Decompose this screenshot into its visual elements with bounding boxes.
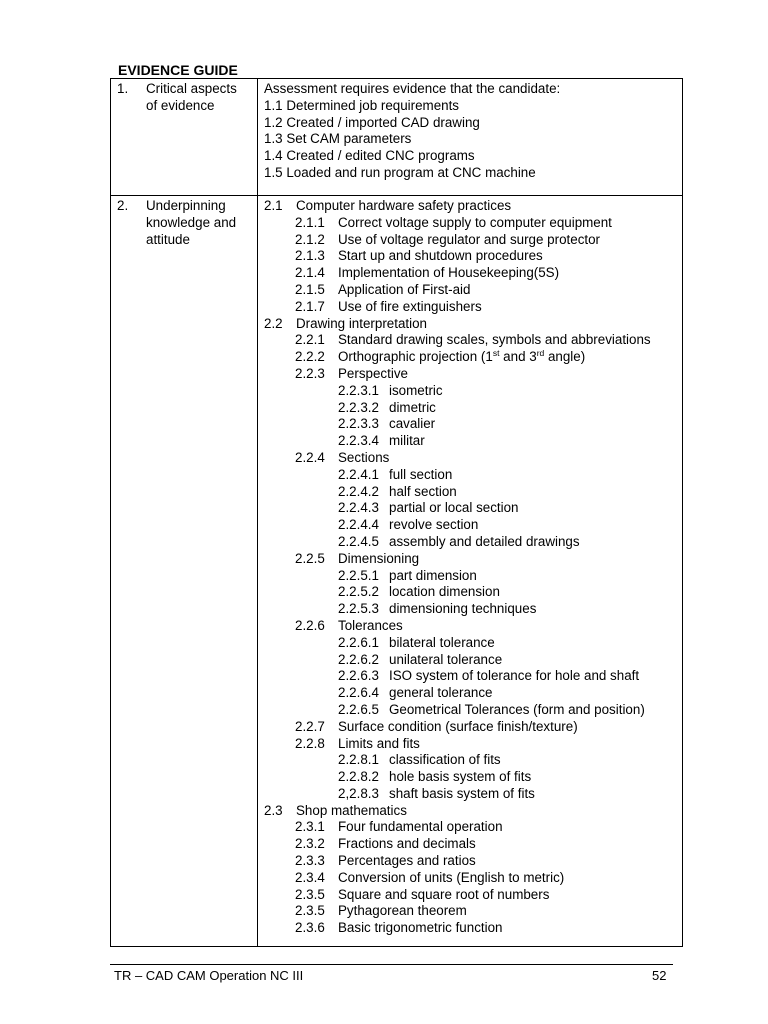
ordinal-suffix: rd xyxy=(536,348,545,359)
list-item xyxy=(264,265,676,282)
item-text-end: angle) xyxy=(544,349,586,365)
list-item: 1.1 Determined job requirements xyxy=(264,97,460,113)
row-label: Critical aspects of evidence xyxy=(146,81,237,113)
list-item xyxy=(264,568,676,585)
list-item xyxy=(264,383,676,400)
list-item xyxy=(264,903,676,920)
list-item xyxy=(264,652,676,669)
item-text: partial or local section xyxy=(389,500,519,516)
list-item xyxy=(264,769,676,786)
item-code: 2.1.4 xyxy=(295,265,325,281)
item-text: classification of fits xyxy=(389,752,501,768)
item-text: Use of voltage regulator and surge protector xyxy=(338,231,601,247)
list-item xyxy=(264,685,676,702)
list-item xyxy=(264,500,676,517)
item-text: Computer hardware safety practices xyxy=(296,198,512,213)
item-text: part dimension xyxy=(389,567,477,583)
item-code: 2.2.3.1 xyxy=(338,382,379,398)
list-item xyxy=(264,719,676,736)
item-code: 2.2.8.1 xyxy=(338,752,379,768)
footer-title: TR – CAD CAM Operation NC III xyxy=(114,968,304,983)
list-item xyxy=(264,803,676,820)
item-text: Perspective xyxy=(338,365,408,381)
item-code: 2.2.6 xyxy=(295,617,325,633)
item-text: Sections xyxy=(338,449,390,465)
list-item xyxy=(264,349,676,366)
list-item xyxy=(264,282,676,299)
item-text: Fractions and decimals xyxy=(338,836,476,852)
list-item xyxy=(264,702,676,719)
list-item xyxy=(264,450,676,467)
item-code: 2.1.5 xyxy=(295,281,325,297)
ordinal-suffix: st xyxy=(492,348,500,359)
list-item xyxy=(264,584,676,601)
list-item xyxy=(264,517,676,534)
list-item xyxy=(264,635,676,652)
item-text: location dimension xyxy=(389,584,500,600)
item-code: 2.3.4 xyxy=(295,869,325,885)
item-code: 2.2.3.3 xyxy=(338,416,379,432)
item-text: dimensioning techniques xyxy=(389,601,537,617)
item-code: 2.2.5.2 xyxy=(338,584,379,600)
item-code: 2.3.5 xyxy=(295,903,325,919)
list-item: 1.4 Created / edited CNC programs xyxy=(264,148,475,164)
list-item xyxy=(264,198,676,215)
item-text: Basic trigonometric function xyxy=(338,920,503,936)
item-text: revolve section xyxy=(389,517,479,533)
item-text: bilateral tolerance xyxy=(389,634,495,650)
row-label: Underpinning knowledge and attitude xyxy=(146,198,237,247)
list-item xyxy=(264,299,676,316)
list-item xyxy=(264,332,676,349)
item-code: 2.1 xyxy=(264,198,283,213)
item-text: Geometrical Tolerances (form and position) xyxy=(389,701,645,717)
item-text: Limits and fits xyxy=(338,735,420,751)
row-number: 2. xyxy=(117,198,129,213)
list-item xyxy=(264,400,676,417)
item-text: Percentages and ratios xyxy=(338,853,476,869)
item-text: cavalier xyxy=(389,416,436,432)
item-text: militar xyxy=(389,433,425,449)
item-code: 2.2.6.4 xyxy=(338,685,379,701)
item-code: 2.2.8 xyxy=(295,735,325,751)
item-text: Conversion of units (English to metric) xyxy=(338,869,565,885)
item-text: Start up and shutdown procedures xyxy=(338,248,543,264)
item-text: Surface condition (surface finish/texture) xyxy=(338,718,578,734)
item-code: 2.2.4.2 xyxy=(338,483,379,499)
knowledge-outline xyxy=(264,198,676,937)
item-code: 2.1.2 xyxy=(295,231,325,247)
table-row xyxy=(111,79,683,196)
item-code: 2.2.3.2 xyxy=(338,399,379,415)
list-item xyxy=(264,819,676,836)
row-content-cell xyxy=(258,79,683,196)
item-text: Correct voltage supply to computer equipment xyxy=(338,214,612,230)
item-code: 2.2.6.5 xyxy=(338,701,379,717)
item-text: Tolerances xyxy=(338,617,403,633)
row-content-cell xyxy=(258,196,683,947)
item-text: Application of First-aid xyxy=(338,281,471,297)
item-code: 2.2.6.1 xyxy=(338,634,379,650)
page-number: 52 xyxy=(652,968,667,983)
item-code: 2.2.5 xyxy=(295,550,325,566)
item-code: 2.2.6.3 xyxy=(338,668,379,684)
list-item xyxy=(264,433,676,450)
item-code: 2.2.3.4 xyxy=(338,433,379,449)
item-code: 2.2.4.5 xyxy=(338,533,379,549)
list-item xyxy=(264,920,676,937)
list-item xyxy=(264,870,676,887)
item-code: 2.3.6 xyxy=(295,920,325,936)
item-text: Four fundamental operation xyxy=(338,819,503,835)
list-item xyxy=(264,534,676,551)
item-text: ISO system of tolerance for hole and shaft xyxy=(389,668,640,684)
item-text: dimetric xyxy=(389,399,436,415)
list-item: 1.3 Set CAM parameters xyxy=(264,131,412,147)
item-text: Dimensioning xyxy=(338,550,420,566)
list-item xyxy=(264,366,676,383)
item-text: half section xyxy=(389,483,457,499)
item-text: isometric xyxy=(389,382,443,398)
item-code: 2.2.4.4 xyxy=(338,517,379,533)
row-label-cell xyxy=(111,79,258,196)
item-code: 2.2.4.3 xyxy=(338,500,379,516)
list-item xyxy=(264,551,676,568)
row-number: 1. xyxy=(117,81,129,96)
list-item: 1.5 Loaded and run program at CNC machine xyxy=(264,164,536,180)
item-code: 2.1.7 xyxy=(295,298,325,314)
item-text-continued: and 3 xyxy=(499,349,537,365)
item-code: 2.1.1 xyxy=(295,214,325,230)
list-item xyxy=(264,736,676,753)
evidence-guide-table xyxy=(110,78,683,947)
list-item xyxy=(264,601,676,618)
item-code: 2.3 xyxy=(264,802,283,818)
item-text: Drawing interpretation xyxy=(296,315,427,331)
list-item xyxy=(264,836,676,853)
item-text: Shop mathematics xyxy=(296,802,407,818)
footer-divider xyxy=(110,964,673,965)
item-code: 2.2.4.1 xyxy=(338,466,379,482)
row-label-cell xyxy=(111,196,258,947)
item-code: 2.2.1 xyxy=(295,332,325,348)
item-text: general tolerance xyxy=(389,685,493,701)
list-item xyxy=(264,232,676,249)
item-text: shaft basis system of fits xyxy=(389,785,535,801)
list-item xyxy=(264,887,676,904)
item-code: 2.3.5 xyxy=(295,886,325,902)
item-text: Use of fire extinguishers xyxy=(338,298,482,314)
item-text: Pythagorean theorem xyxy=(338,903,467,919)
item-text: unilateral tolerance xyxy=(389,651,503,667)
list-item: 1.2 Created / imported CAD drawing xyxy=(264,114,480,130)
item-code: 2.2.5.1 xyxy=(338,567,379,583)
item-code: 2.3.1 xyxy=(295,819,325,835)
list-item xyxy=(264,215,676,232)
item-code: 2.3.2 xyxy=(295,836,325,852)
item-text: assembly and detailed drawings xyxy=(389,533,580,549)
item-text: Orthographic projection (1 xyxy=(338,349,493,365)
item-code: 2.1.3 xyxy=(295,248,325,264)
item-code: 2.2.5.3 xyxy=(338,601,379,617)
item-code: 2.2 xyxy=(264,315,283,331)
item-code: 2.2.2 xyxy=(295,349,325,365)
list-item xyxy=(264,416,676,433)
list-item xyxy=(264,618,676,635)
item-text: full section xyxy=(389,466,453,482)
list-item xyxy=(264,484,676,501)
item-code: 2,2.8.3 xyxy=(338,785,379,801)
page-title: EVIDENCE GUIDE xyxy=(118,62,238,78)
list-item xyxy=(264,752,676,769)
item-code: 2.2.8.2 xyxy=(338,769,379,785)
list-item xyxy=(264,316,676,333)
item-text: Implementation of Housekeeping(5S) xyxy=(338,265,560,281)
item-code: 2.3.3 xyxy=(295,853,325,869)
list-item xyxy=(264,853,676,870)
list-item xyxy=(264,248,676,265)
item-text: Standard drawing scales, symbols and abbreviations xyxy=(338,332,651,348)
list-item xyxy=(264,467,676,484)
list-item xyxy=(264,668,676,685)
evidence-list xyxy=(264,98,676,182)
item-code: 2.2.3 xyxy=(295,365,325,381)
list-item xyxy=(264,786,676,803)
item-code: 2.2.7 xyxy=(295,718,325,734)
item-code: 2.2.6.2 xyxy=(338,651,379,667)
assessment-intro: Assessment requires evidence that the candidate: xyxy=(264,81,561,96)
item-code: 2.2.4 xyxy=(295,449,325,465)
item-text: hole basis system of fits xyxy=(389,769,532,785)
item-text: Square and square root of numbers xyxy=(338,886,550,902)
table-row xyxy=(111,196,683,947)
